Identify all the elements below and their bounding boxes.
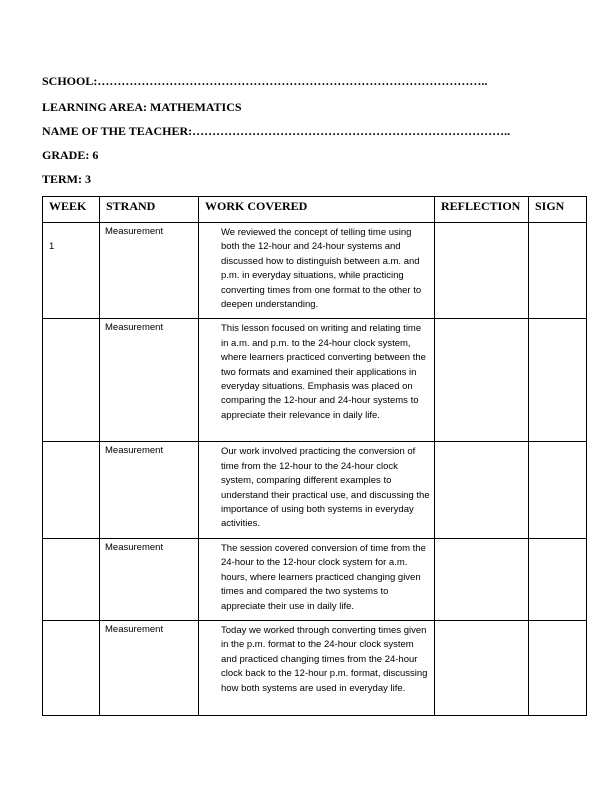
- strand-cell: Measurement: [100, 620, 199, 715]
- table-header-row: [43, 197, 587, 223]
- learning-area-line: LEARNING AREA: MATHEMATICS: [42, 100, 242, 114]
- table-row: [43, 442, 587, 538]
- table-row: [43, 620, 587, 715]
- week-cell: [43, 538, 100, 620]
- work-record-table: [42, 196, 587, 716]
- column-header-sign: SIGN: [529, 197, 587, 223]
- work-covered-cell: Today we worked through converting times given in the p.m. format to the 24-hour clock system and practiced changing times from the 24-hour clock back to the 12-hour p.m. format, discussing how both systems are used in everyday life.: [199, 620, 435, 715]
- term-line: TERM: 3: [42, 172, 91, 186]
- reflection-cell[interactable]: [435, 442, 529, 538]
- work-covered-cell: This lesson focused on writing and relating time in a.m. and p.m. to the 24-hour clock system, where learners practiced converting between the two formats and examined their applications in everyday situations. Emphasis was placed on comparing the 12-hour and 24-hour systems to appreciate their relevance in daily life.: [199, 319, 435, 442]
- column-header-reflection: REFLECTION: [435, 197, 529, 223]
- table-row: [43, 538, 587, 620]
- strand-cell: Measurement: [100, 442, 199, 538]
- work-covered-cell: Our work involved practicing the conversion of time from the 12-hour to the 24-hour clock system, comparing different examples to understand their practical use, and discussing the importance of using both systems in everyday activities.: [199, 442, 435, 538]
- school-line: SCHOOL:……………………………………………………………………………………..: [42, 74, 488, 88]
- week-cell: [43, 442, 100, 538]
- week-cell: [43, 620, 100, 715]
- sign-cell[interactable]: [529, 442, 587, 538]
- week-cell: 1: [43, 223, 100, 319]
- sign-cell[interactable]: [529, 620, 587, 715]
- table-row: [43, 319, 587, 442]
- column-header-work-covered: WORK COVERED: [199, 197, 435, 223]
- sign-cell[interactable]: [529, 319, 587, 442]
- strand-cell: Measurement: [100, 223, 199, 319]
- strand-cell: Measurement: [100, 538, 199, 620]
- strand-cell: Measurement: [100, 319, 199, 442]
- sign-cell[interactable]: [529, 223, 587, 319]
- table-row: [43, 223, 587, 319]
- grade-line: GRADE: 6: [42, 148, 99, 162]
- work-covered-cell: We reviewed the concept of telling time using both the 12-hour and 24-hour systems and discussed how to distinguish between a.m. and p.m. in everyday situations, while practicing converting times from one format to the other to deepen understanding.: [199, 223, 435, 319]
- week-cell: [43, 319, 100, 442]
- teacher-name-line: NAME OF THE TEACHER:……………………………………………………………………..: [42, 124, 511, 138]
- reflection-cell[interactable]: [435, 538, 529, 620]
- column-header-strand: STRAND: [100, 197, 199, 223]
- column-header-week: WEEK: [43, 197, 100, 223]
- reflection-cell[interactable]: [435, 620, 529, 715]
- reflection-cell[interactable]: [435, 223, 529, 319]
- reflection-cell[interactable]: [435, 319, 529, 442]
- sign-cell[interactable]: [529, 538, 587, 620]
- work-covered-cell: The session covered conversion of time from the 24-hour to the 12-hour clock system for a.m. hours, where learners practiced changing given times and compared the two systems to appreciate their use in daily life.: [199, 538, 435, 620]
